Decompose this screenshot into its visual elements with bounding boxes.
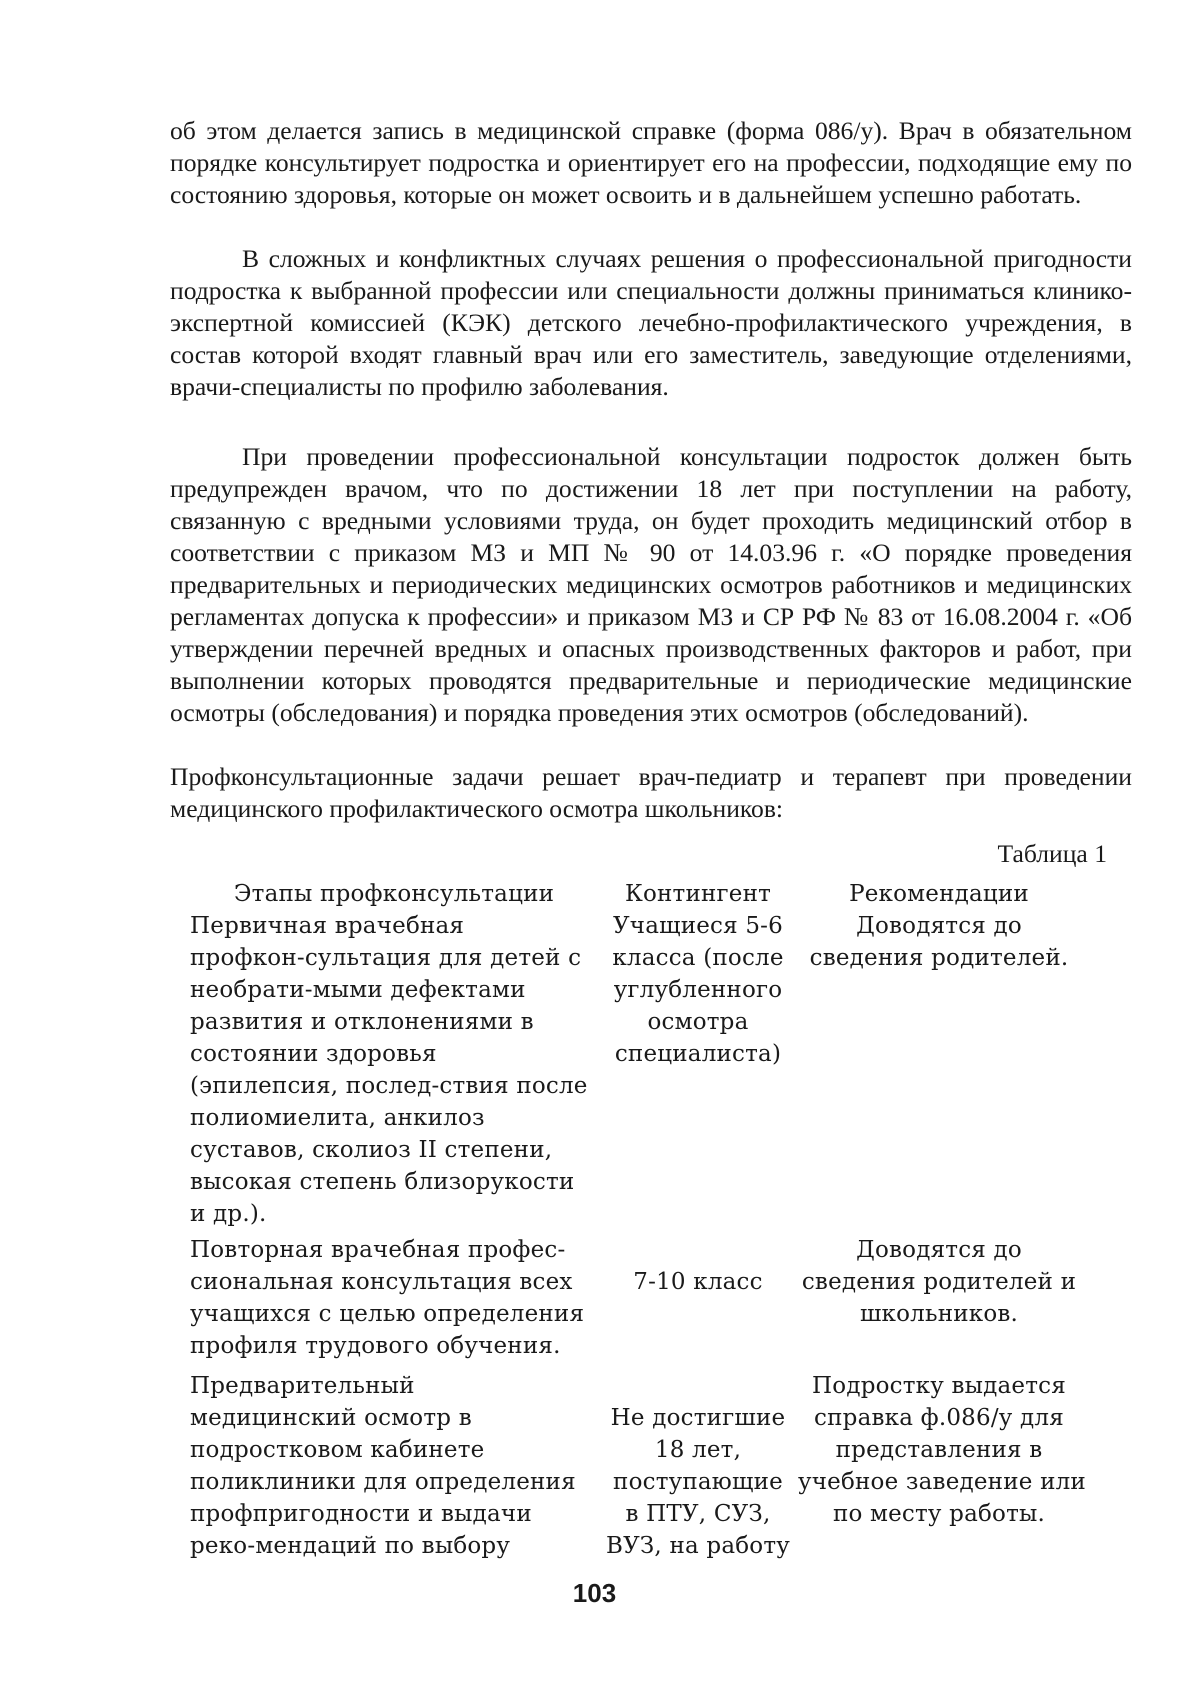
contingent-cell — [598, 1370, 798, 1562]
cell-line: развития и отклонениями в — [190, 1009, 534, 1035]
table-row — [190, 1234, 1080, 1362]
cell-line: поступающие — [613, 1469, 783, 1495]
paragraph-1: об этом делается запись в медицинской справке (форма 086/у). Врач в обязательном порядке консультирует подростка и ориентирует его на профессии, подходящие ему по состоянию здоровья, которые он может освоить и в дальнейшем успешно работать. — [170, 116, 1132, 209]
cell-line: учащихся с целью определения — [190, 1301, 585, 1327]
page-number: 103 — [572, 1578, 617, 1608]
cell-line: профкон-сультация для детей с — [190, 945, 582, 971]
cell-line: медицинский осмотр в — [190, 1405, 472, 1431]
table-row — [190, 910, 1080, 1230]
cell-line: состоянии здоровья — [190, 1041, 437, 1067]
stage-cell — [190, 1370, 598, 1562]
profconsult-table — [190, 878, 1086, 1562]
cell-line: класса (после — [612, 945, 784, 971]
header-contingent: Контингент — [624, 881, 772, 907]
cell-line: представления в — [835, 1437, 1043, 1463]
cell-line: по месту работы. — [832, 1501, 1046, 1527]
cell-line: Подростку выдается — [812, 1373, 1066, 1399]
cell-line: профпригодности и выдачи — [190, 1501, 532, 1527]
recommendation-cell — [798, 1234, 1080, 1362]
cell-line: справка ф.086/у для — [814, 1405, 1064, 1431]
contingent-cell — [598, 1234, 798, 1362]
table-header-row — [190, 878, 1080, 910]
header-stages: Этапы профконсультации — [233, 881, 555, 907]
cell-line: в ПТУ, СУЗ, — [625, 1501, 771, 1527]
cell-line: Первичная врачебная — [190, 913, 465, 939]
cell-line: поликлиники для определения — [190, 1469, 576, 1495]
recommendation-cell — [798, 1370, 1086, 1562]
cell-line: углубленного — [613, 977, 783, 1003]
cell-line: учебное заведение или — [798, 1469, 1086, 1495]
paragraph-3: При проведении профессиональной консультации подросток должен быть предупрежден врачом, что по достижении 18 лет при поступлении на работу, связанную с вредными условиями труда, он будет проходить медицинский отбор в соответствии с приказом МЗ и МП № 90 от 14.03.96 г. «О порядке проведения предварительных и периодических медицинских осмотров работников и медицинских регламентах допуска к профессии» и приказом МЗ и СР РФ № 83 от 16.08.2004 г. «Об утверждении перечней вредных и опасных производственных факторов и работ, при выполнении которых проводятся предварительные и периодические медицинские осмотры (обследования) и порядка проведения этих осмотров (обследований). — [170, 442, 1132, 727]
cell-line: сиональная консультация всех — [190, 1269, 573, 1295]
cell-line: необрати-мыми дефектами — [190, 977, 526, 1003]
cell-line: (эпилепсия, послед-ствия после — [190, 1073, 588, 1099]
cell-line: Учащиеся 5-6 — [612, 913, 783, 939]
cell-line: Доводятся до — [856, 1237, 1022, 1263]
table-row — [190, 1370, 1086, 1562]
cell-line: школьников. — [859, 1301, 1019, 1327]
stage-cell — [190, 1234, 598, 1362]
contingent-cell — [598, 910, 798, 1230]
cell-line: осмотра — [647, 1009, 749, 1035]
cell-line: суставов, сколиоз II степени, — [190, 1137, 553, 1163]
paragraph-4: Профконсультационные задачи решает врач-педиатр и терапевт при проведении медицинского профилактического осмотра школьников: — [170, 762, 1132, 823]
stage-cell — [190, 910, 598, 1230]
cell-line: высокая степень близорукости — [190, 1169, 575, 1195]
cell-line: профиля трудового обучения. — [190, 1333, 561, 1359]
header-recommendations: Рекомендации — [849, 881, 1029, 907]
cell-line: Не достигшие — [610, 1405, 786, 1431]
cell-line: сведения родителей и — [801, 1269, 1077, 1295]
cell-line: и др.). — [190, 1201, 267, 1227]
paragraph-2: В сложных и конфликтных случаях решения о профессиональной пригодности подростка к выбранной профессии или специальности должны приниматься клинико-экспертной комиссией (КЭК) детского лечебно-профилактического учреждения, в состав которой входят главный врач или его заместитель, заведующие отделениями, врачи-специалисты по профилю заболевания. — [170, 244, 1132, 401]
cell-line: подростковом кабинете — [190, 1437, 485, 1463]
cell-line: Доводятся до — [856, 913, 1022, 939]
cell-line: Повторная врачебная профес- — [190, 1237, 566, 1263]
cell-line: сведения родителей. — [809, 945, 1069, 971]
cell-line: ВУЗ, на работу — [605, 1533, 790, 1559]
recommendation-cell — [798, 910, 1080, 1230]
cell-line: 18 лет, — [654, 1437, 742, 1463]
cell-line: реко-мендаций по выбору — [190, 1533, 511, 1559]
cell-line: 7-10 класс — [633, 1269, 763, 1295]
cell-line: Предварительный — [190, 1373, 415, 1399]
cell-line: специалиста) — [614, 1041, 782, 1067]
cell-line: полиомиелита, анкилоз — [190, 1105, 485, 1131]
table-caption: Таблица 1 — [997, 839, 1107, 868]
